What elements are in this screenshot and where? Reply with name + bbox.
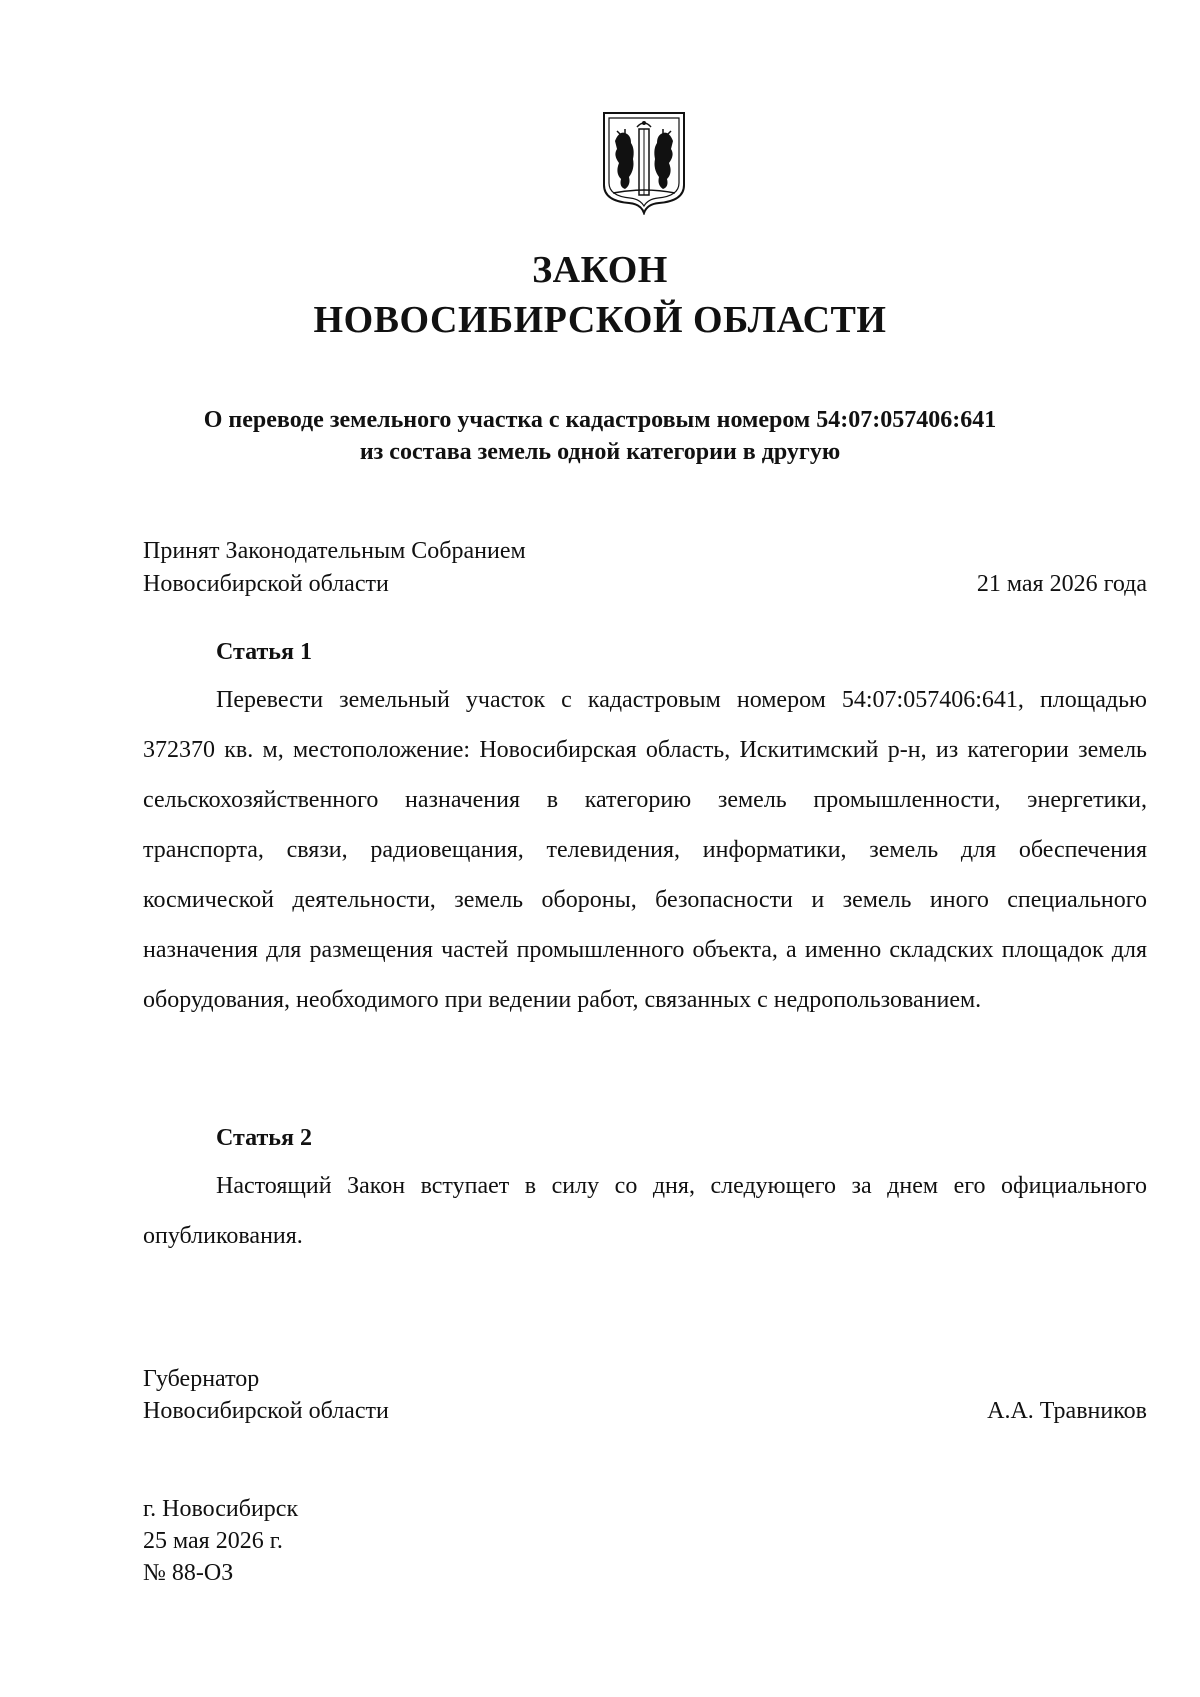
adoption-line1: Принят Законодательным Собранием bbox=[143, 538, 526, 564]
law-subject-line2: из состава земель одной категории в другую bbox=[359, 439, 841, 465]
footer-date: 25 мая 2026 г. bbox=[143, 1528, 283, 1554]
adoption-date: 21 мая 2026 года bbox=[976, 571, 1147, 597]
article-2-heading: Статья 2 bbox=[216, 1125, 312, 1151]
article-1-heading: Статья 1 bbox=[216, 639, 312, 665]
coat-of-arms-icon bbox=[601, 111, 687, 215]
signature-name: А.А. Травников bbox=[987, 1398, 1147, 1424]
article-1-text: Перевести земельный участок с кадастровым номером 54:07:057406:641, площадью 372370 кв. м, местоположение: Новосибирская область, Искитимский р-н, из категории земель сельскохозяйственного назначения в категорию земель промышленности, энергетики, транспорта, связи, радиовещания, телевидения, информатики, земель для обеспечения космической деятельности, земель обороны, безопасности и земель иного специального назначения для размещения частей промышленного объекта, а именно складских площадок для оборудования, необходимого при ведении работ, связанных с недропользованием. bbox=[143, 687, 1147, 1013]
footer-number: № 88-ОЗ bbox=[143, 1560, 234, 1586]
signature-position-line1: Губернатор bbox=[143, 1366, 260, 1392]
article-2-text: Настоящий Закон вступает в силу со дня, следующего за днем его официального опубликования. bbox=[143, 1173, 1147, 1249]
footer-city: г. Новосибирск bbox=[143, 1496, 299, 1522]
adoption-line2: Новосибирской области bbox=[143, 571, 389, 597]
law-subject-line1: О переводе земельного участка с кадастровым номером 54:07:057406:641 bbox=[203, 407, 997, 433]
law-title-line1: ЗАКОН bbox=[532, 249, 668, 291]
law-title-line2: НОВОСИБИРСКОЙ ОБЛАСТИ bbox=[313, 299, 887, 341]
signature-position-line2: Новосибирской области bbox=[143, 1398, 389, 1424]
